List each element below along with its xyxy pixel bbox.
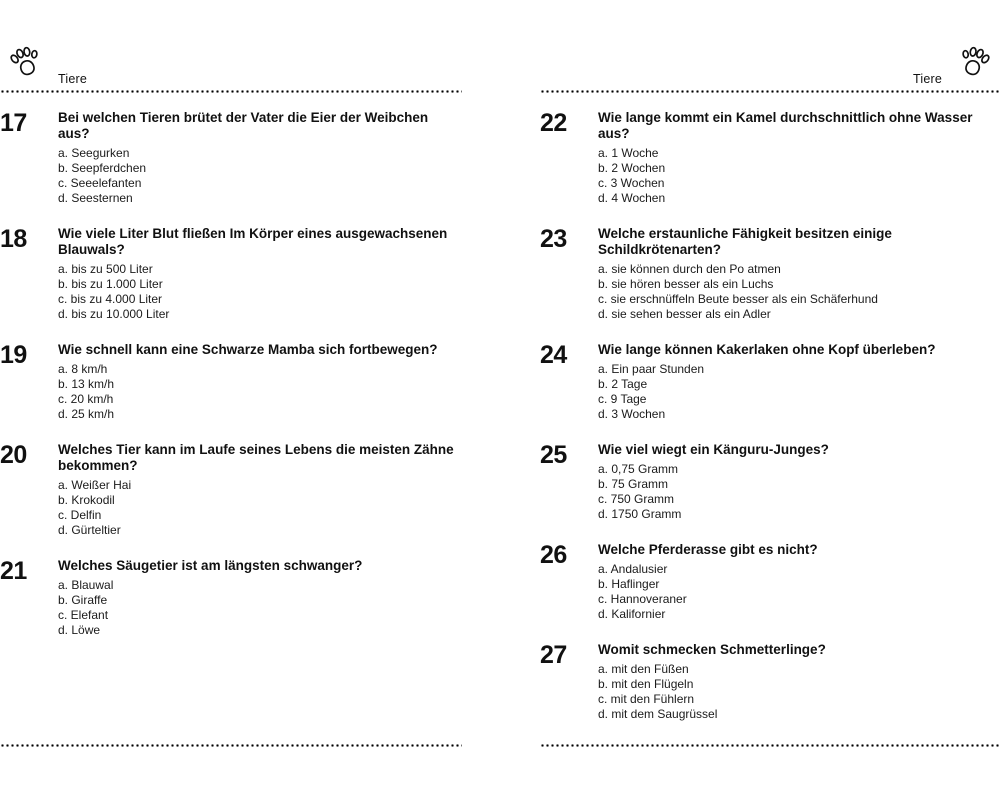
option-b: b. Krokodil	[58, 493, 115, 507]
question-block	[0, 110, 462, 206]
question-body	[58, 442, 456, 538]
question-body	[598, 642, 996, 722]
question-body	[58, 558, 456, 638]
question-list-right	[540, 110, 1000, 742]
question-block	[540, 226, 1000, 322]
option-d: d. bis zu 10.000 Liter	[58, 307, 170, 321]
question-text: Wie lange können Kakerlaken ohne Kopf überleben?	[598, 342, 936, 357]
option-c: c. 9 Tage	[598, 392, 647, 406]
page-header-left	[0, 44, 462, 90]
question-body	[598, 542, 996, 622]
page-left	[0, 0, 462, 800]
option-d: d. mit dem Saugrüssel	[598, 707, 718, 721]
question-number: 27	[540, 641, 567, 669]
option-d: d. Kalifornier	[598, 607, 666, 621]
header-divider	[540, 90, 1000, 93]
question-text: Wie viel wiegt ein Känguru-Junges?	[598, 442, 829, 457]
question-text: Wie schnell kann eine Schwarze Mamba sich fortbewegen?	[58, 342, 438, 357]
question-block	[540, 542, 1000, 622]
question-text: Welches Tier kann im Laufe seines Lebens die meisten Zähne bekommen?	[58, 442, 454, 473]
question-body	[598, 110, 996, 206]
question-number: 26	[540, 541, 567, 569]
option-b: b. bis zu 1.000 Liter	[58, 277, 163, 291]
question-text: Wie lange kommt ein Kamel durchschnittlich ohne Wasser aus?	[598, 110, 973, 141]
option-c: c. Seeelefanten	[58, 176, 142, 190]
question-text: Welches Säugetier ist am längsten schwanger?	[58, 558, 363, 573]
option-a: a. Blauwal	[58, 578, 114, 592]
option-a: a. Weißer Hai	[58, 478, 132, 492]
option-d: d. 25 km/h	[58, 407, 115, 421]
option-b: b. sie hören besser als ein Luchs	[598, 277, 774, 291]
option-c: c. Hannoveraner	[598, 592, 687, 606]
option-b: b. 2 Wochen	[598, 161, 666, 175]
option-d: d. Löwe	[58, 623, 101, 637]
question-number: 21	[0, 557, 27, 585]
question-number: 24	[540, 341, 567, 369]
question-block	[540, 442, 1000, 522]
question-body	[598, 442, 996, 522]
option-d: d. sie sehen besser als ein Adler	[598, 307, 771, 321]
question-text: Welche Pferderasse gibt es nicht?	[598, 542, 818, 557]
question-body	[58, 110, 456, 206]
header-divider	[0, 90, 462, 93]
option-a: a. Seegurken	[58, 146, 130, 160]
option-a: a. mit den Füßen	[598, 662, 689, 676]
option-c: c. Elefant	[58, 608, 109, 622]
question-text: Womit schmecken Schmetterlinge?	[598, 642, 826, 657]
option-c: c. Delfin	[58, 508, 102, 522]
option-c: c. 20 km/h	[58, 392, 114, 406]
page-header-right	[540, 44, 1000, 90]
question-block	[0, 442, 462, 538]
option-a: a. sie können durch den Po atmen	[598, 262, 781, 276]
page-topic-label: Tiere	[58, 72, 88, 86]
question-block	[540, 342, 1000, 422]
option-d: d. 3 Wochen	[598, 407, 666, 421]
option-a: a. 0,75 Gramm	[598, 462, 679, 476]
option-a: a. bis zu 500 Liter	[58, 262, 153, 276]
question-number: 23	[540, 225, 567, 253]
question-body	[598, 342, 996, 422]
option-a: a. 1 Woche	[598, 146, 659, 160]
option-b: b. 13 km/h	[58, 377, 115, 391]
option-b: b. Haflinger	[598, 577, 660, 591]
paw-icon	[3, 40, 49, 85]
option-c: c. sie erschnüffeln Beute besser als ein Schäferhund	[598, 292, 878, 306]
question-body	[598, 226, 996, 322]
option-a: a. Ein paar Stunden	[598, 362, 705, 376]
question-number: 22	[540, 109, 567, 137]
question-list-left	[0, 110, 462, 658]
option-b: b. Giraffe	[58, 593, 108, 607]
question-number: 18	[0, 225, 27, 253]
question-block	[540, 642, 1000, 722]
option-b: b. 75 Gramm	[598, 477, 669, 491]
question-block	[0, 558, 462, 638]
question-number: 25	[540, 441, 567, 469]
question-number: 19	[0, 341, 27, 369]
option-d: d. Seesternen	[58, 191, 133, 205]
option-c: c. mit den Fühlern	[598, 692, 695, 706]
question-block	[0, 226, 462, 322]
question-number: 20	[0, 441, 27, 469]
option-b: b. mit den Flügeln	[598, 677, 694, 691]
question-body	[58, 342, 456, 422]
footer-divider	[540, 744, 1000, 747]
option-b: b. 2 Tage	[598, 377, 648, 391]
question-number: 17	[0, 109, 27, 137]
paw-icon	[951, 40, 997, 85]
question-body	[58, 226, 456, 322]
footer-divider	[0, 744, 462, 747]
option-d: d. 1750 Gramm	[598, 507, 682, 521]
question-text: Welche erstaunliche Fähigkeit besitzen einige Schildkrötenarten?	[598, 226, 892, 257]
question-block	[540, 110, 1000, 206]
option-d: d. Gürteltier	[58, 523, 121, 537]
option-c: c. 750 Gramm	[598, 492, 675, 506]
option-a: a. Andalusier	[598, 562, 668, 576]
page-right	[540, 0, 1000, 800]
page-topic-label: Tiere	[912, 72, 942, 86]
question-text: Bei welchen Tieren brütet der Vater die Eier der Weibchen aus?	[58, 110, 429, 141]
question-block	[0, 342, 462, 422]
question-text: Wie viele Liter Blut fließen Im Körper eines ausgewachsenen Blauwals?	[58, 226, 448, 257]
option-d: d. 4 Wochen	[598, 191, 666, 205]
option-b: b. Seepferdchen	[58, 161, 147, 175]
option-a: a. 8 km/h	[58, 362, 108, 376]
option-c: c. 3 Wochen	[598, 176, 665, 190]
option-c: c. bis zu 4.000 Liter	[58, 292, 163, 306]
